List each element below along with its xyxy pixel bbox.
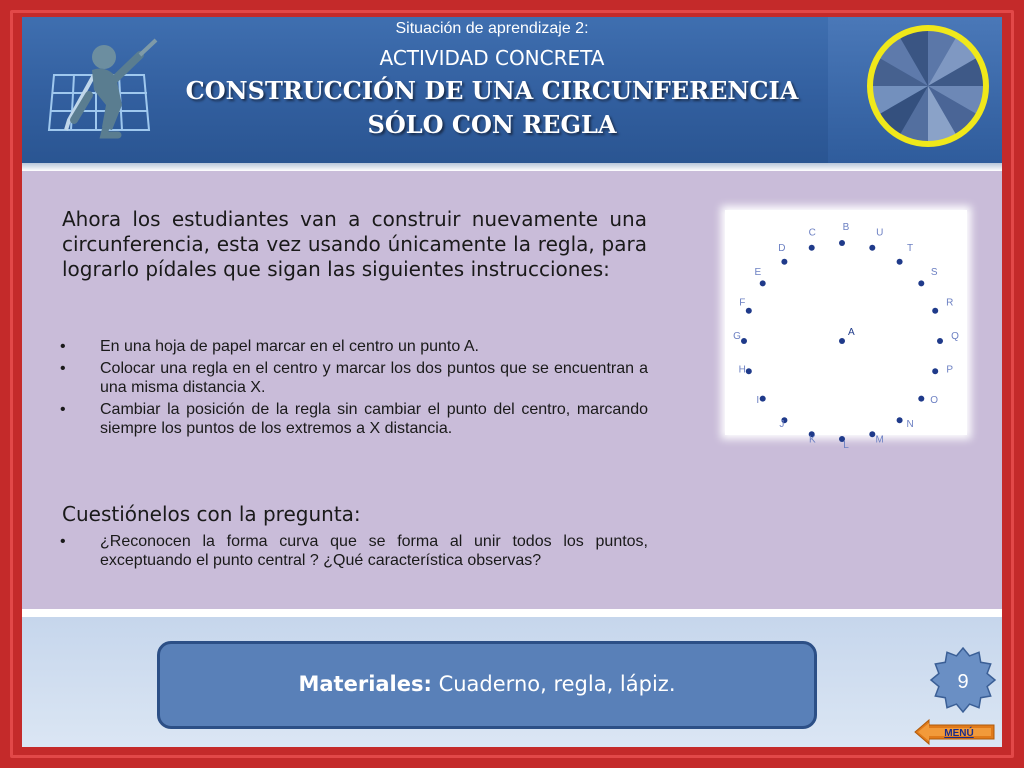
circle-point [869, 431, 875, 437]
circle-point [897, 259, 903, 265]
circle-point-label: Q [951, 331, 959, 342]
page-title-line2: SÓLO CON REGLA [367, 110, 617, 139]
question-heading: Cuestiónelos con la pregunta: [62, 502, 361, 526]
center-point [839, 338, 845, 344]
circle-point [932, 368, 938, 374]
color-wheel-icon [863, 21, 993, 151]
circle-point [809, 245, 815, 251]
circle-point [839, 240, 845, 246]
circle-point [760, 280, 766, 286]
circle-point-label: T [907, 242, 914, 254]
circle-point-label: P [946, 364, 954, 376]
menu-label[interactable]: MENÚ [944, 728, 974, 739]
materials-text [160, 672, 814, 696]
instruction-item: • Cambiar la posición de la regla sin cambiar el punto del centro, marcando siempre los puntos de los extremos a X distancia. [60, 400, 648, 438]
question-list [60, 532, 648, 573]
circle-point-label: H [738, 364, 746, 376]
header [22, 17, 1002, 163]
instruction-item: • En una hoja de papel marcar en el centro un punto A. [60, 337, 648, 356]
circle-point-label: E [754, 266, 762, 278]
wheel-panel [828, 17, 1002, 163]
circle-point-label: S [930, 266, 938, 278]
circle-points-figure [725, 210, 967, 451]
circle-point-label: I [756, 395, 760, 407]
circle-point-label: D [778, 242, 786, 254]
circle-point-label: U [876, 227, 884, 239]
circle-point-label: F [739, 297, 746, 309]
intro-paragraph: Ahora los estudiantes van a construir nuevamente una circunferencia, esta vez usando únicamente la regla, para lograrlo pídales que sigan las siguientes instrucciones: [62, 207, 647, 281]
instruction-list [60, 337, 648, 441]
menu-button[interactable] [915, 720, 995, 744]
circle-point [918, 396, 924, 402]
page-title-line1: CONSTRUCCIÓN DE UNA CIRCUNFERENCIA [185, 76, 799, 105]
circle-point [760, 396, 766, 402]
geometry-figure-icon [44, 35, 164, 139]
circle-point [869, 245, 875, 251]
divider [22, 609, 1002, 617]
circle-point-label: G [733, 331, 741, 342]
circle-point-label: L [843, 440, 849, 451]
slide [22, 17, 1002, 747]
instruction-item: • Colocar una regla en el centro y marcar los dos puntos que se encuentran a una misma distancia X. [60, 359, 648, 397]
circle-point-label: J [779, 419, 785, 431]
circle-point [932, 308, 938, 314]
circle-point-label: R [946, 297, 954, 309]
circle-point [746, 368, 752, 374]
center-point-label: A [848, 327, 855, 338]
circle-point [781, 259, 787, 265]
circle-point-label: K [808, 434, 816, 446]
subtitle: Situación de aprendizaje 2: [395, 20, 589, 37]
materials-box [157, 641, 817, 729]
circle-point [937, 338, 943, 344]
circle-point-label: N [906, 419, 914, 431]
header-shadow [22, 163, 1002, 171]
circle-point-label: B [842, 222, 850, 233]
materials-value: Cuaderno, regla, lápiz. [431, 672, 676, 696]
page-number: 9 [957, 671, 969, 693]
star-badge-icon [930, 647, 996, 713]
question-item: • ¿Reconocen la forma curva que se forma al unir todos los puntos, exceptuando el punto central ? ¿Qué característica observas? [60, 532, 648, 570]
circle-point [746, 308, 752, 314]
circle-point-label: M [875, 434, 884, 446]
circle-points-svg [725, 210, 967, 451]
circle-point [741, 338, 747, 344]
circle-point-label: C [808, 227, 816, 239]
circle-point [918, 280, 924, 286]
activity-title: ACTIVIDAD CONCRETA [379, 46, 605, 70]
circle-point-label: O [930, 395, 939, 407]
materials-label: Materiales: [298, 672, 432, 696]
circle-point [897, 417, 903, 423]
